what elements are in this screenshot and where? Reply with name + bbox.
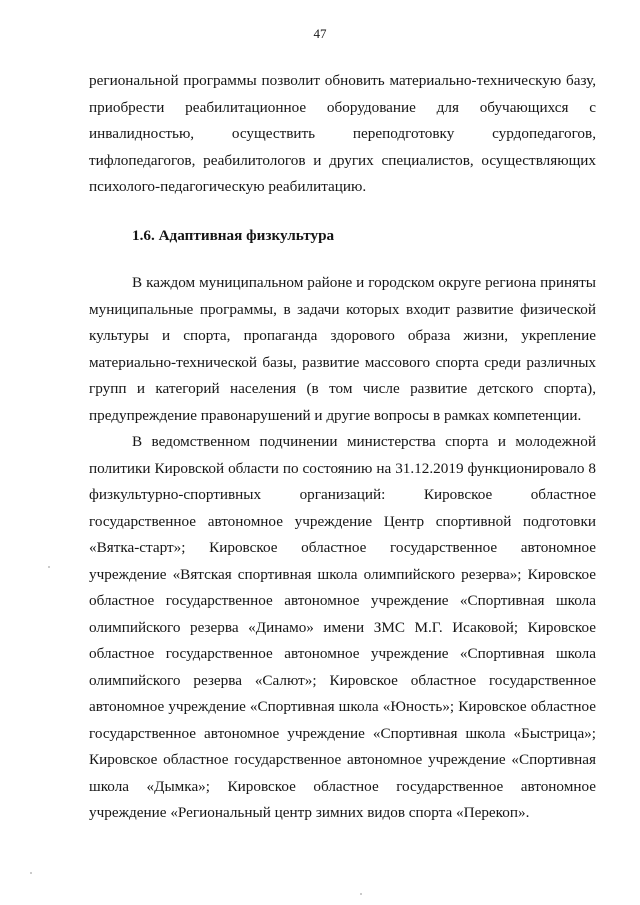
section-heading: 1.6. Адаптивная физкультура <box>132 226 335 244</box>
page-number: 47 <box>313 26 327 41</box>
intro-paragraph: региональной программы позволит обновить материально-техническую базу, приобрести реабилитационное оборудование для обучающихся с инвалидностью, осуществить переподготовку сурдопедагогов, тифлопедагогов, реабилитологов и других специалистов, осуществляющих психолого-педагогическую реабилитацию. <box>89 72 596 195</box>
scan-speck <box>360 893 362 895</box>
scan-speck <box>30 872 32 874</box>
body-paragraph-1: В каждом муниципальном районе и городском округе региона приняты муниципальные программы, в задачи которых входит развитие физической культуры и спорта, пропаганда здорового образа жизни, укрепление материально-технической базы, развитие массового спорта среди различных групп и категорий населения (в том числе развитие детского спорта), предупреждение правонарушений и другие вопросы в рамках компетенции. <box>89 274 596 424</box>
scan-speck <box>48 566 50 568</box>
page-content <box>89 68 596 827</box>
body-paragraph-2: В ведомственном подчинении министерства спорта и молодежной политики Кировской области по состоянию на 31.12.2019 функционировало 8 физкультурно-спортивных организаций: Кировское областное государственное автономное учреждение Центр спортивной подготовки «Вятка-старт»; Кировское областное государственное автономное учреждение «Вятская спортивная школа олимпийского резерва»; Кировское областное государственное автономное учреждение «Спортивная школа олимпийского резерва «Динамо» имени ЗМС М.Г. Исаковой; Кировское областное государственное автономное учреждение «Спортивная школа олимпийского резерва «Салют»; Кировское областное государственное автономное учреждение «Спортивная школа «Юность»; Кировское областное государственное автономное учреждение «Спортивная школа «Быстрица»; Кировское областное государственное автономное учреждение «Спортивная школа «Дымка»; Кировское областное государственное автономное учреждение «Региональный центр зимних видов спорта «Перекоп». <box>89 433 596 821</box>
